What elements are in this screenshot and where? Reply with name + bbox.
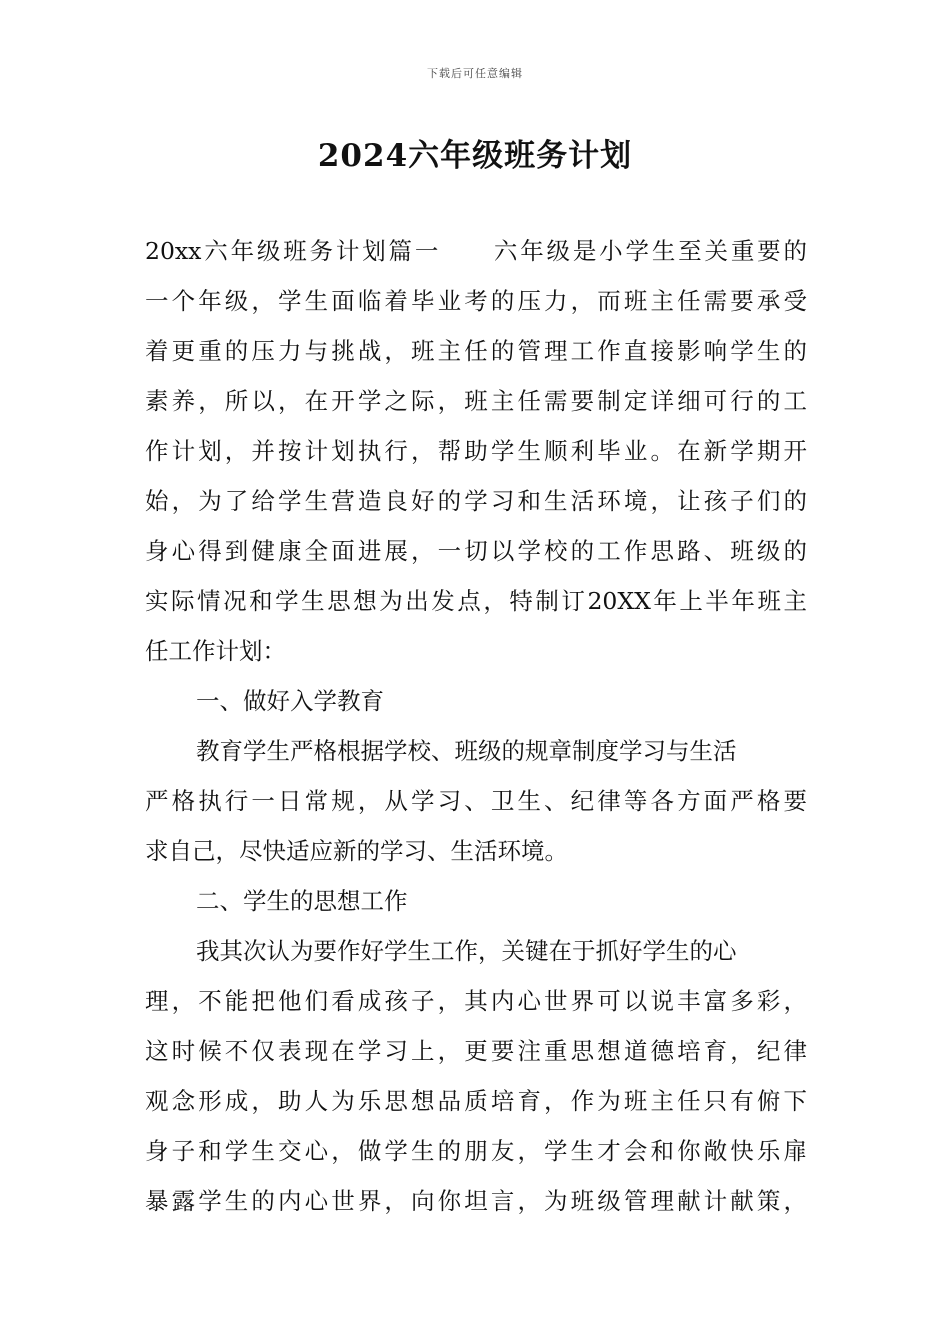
- text-line: 任工作计划：: [145, 637, 286, 665]
- text-line: 教育学生严格根据学校、班级的规章制度学习与生活: [196, 737, 737, 765]
- text-line: 一个年级，学生面临着毕业考的压力，而班主任需要承受: [145, 287, 807, 315]
- text-line: 素养，所以，在开学之际，班主任需要制定详细可行的工: [145, 387, 807, 415]
- text-line: 暴露学生的内心世界，向你坦言，为班级管理献计献策，: [145, 1187, 807, 1215]
- text-line: 身心得到健康全面进展，一切以学校的工作思路、班级的: [145, 537, 807, 565]
- text-line: 20xx六年级班务计划篇一 六年级是小学生至关重要的: [145, 237, 807, 265]
- text-line: 求自己，尽快适应新的学习、生活环境。: [145, 837, 568, 865]
- section-heading: 二、学生的思想工作: [196, 887, 408, 915]
- text-line: 着更重的压力与挑战，班主任的管理工作直接影响学生的: [145, 337, 807, 365]
- header-note: 下载后可任意编辑: [427, 67, 523, 80]
- text-line: 始，为了给学生营造良好的学习和生活环境，让孩子们的: [145, 487, 807, 515]
- text-line: 严格执行一日常规，从学习、卫生、纪律等各方面严格要: [145, 787, 807, 815]
- document-title: 2024六年级班务计划: [317, 138, 633, 174]
- section-heading: 一、做好入学教育: [196, 687, 384, 715]
- text-line: 理，不能把他们看成孩子，其内心世界可以说丰富多彩，: [145, 987, 807, 1015]
- text-line: 观念形成，助人为乐思想品质培育，作为班主任只有俯下: [145, 1087, 807, 1115]
- text-line: 身子和学生交心，做学生的朋友，学生才会和你敞快乐扉: [145, 1137, 807, 1165]
- text-line: 实际情况和学生思想为出发点，特制订20XX年上半年班主: [145, 587, 807, 615]
- text-line: 作计划，并按计划执行，帮助学生顺利毕业。在新学期开: [145, 437, 807, 465]
- text-line: 这时候不仅表现在学习上，更要注重思想道德培育，纪律: [145, 1037, 807, 1065]
- document-body: [145, 226, 807, 1226]
- text-line: 我其次认为要作好学生工作，关键在于抓好学生的心: [196, 937, 737, 965]
